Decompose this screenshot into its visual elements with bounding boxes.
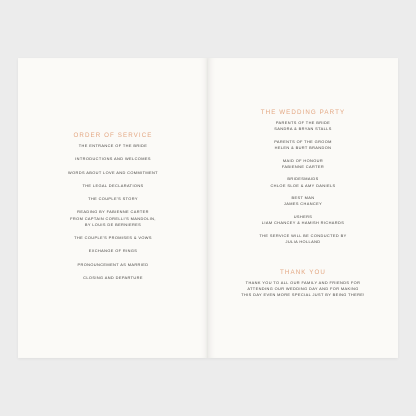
service-item-line: BY LOUIS DE BERNIERES: [84, 221, 142, 227]
wedding-party-list: [208, 120, 398, 252]
service-item-line: READING BY FABIENNE CARTER: [77, 209, 149, 215]
service-item-line: CLOSING AND DEPARTURE: [83, 275, 143, 281]
thank-you-line: ATTENDING OUR WEDDING DAY AND FOR MAKING: [247, 286, 359, 292]
party-item-line: HELEN & BURT BRANDON: [274, 145, 332, 150]
service-item-line: THE LEGAL DECLARATIONS: [82, 182, 144, 188]
service-item-line: INTRODUCTIONS AND WELCOMES: [75, 156, 151, 162]
service-item: [18, 156, 208, 162]
party-item-line: JULIA HOLLAND: [285, 238, 321, 244]
party-item-line: MAID OF HONOUR: [282, 157, 324, 163]
party-item: [208, 120, 398, 132]
party-item-line: BRIDESMAIDS: [287, 176, 319, 182]
party-item-line: FABIENNE CARTER: [281, 163, 325, 169]
party-item-line: BEST MAN: [291, 195, 315, 201]
party-item-line: JAMES CHANCEY: [283, 201, 323, 207]
party-item-line: THE SERVICE WILL BE CONDUCTED BY: [259, 232, 347, 238]
service-item-line: THE COUPLE'S STORY: [88, 196, 138, 202]
party-item: [208, 195, 398, 207]
service-item: [18, 196, 208, 202]
left-page: [18, 58, 208, 358]
party-item-line: CHLOE SLOE & AMY DANIELS: [270, 182, 336, 188]
right-page: [208, 58, 398, 358]
party-item: [208, 158, 398, 170]
thank-you-line: THIS DAY EVEN MORE SPECIAL JUST BY BEING THERE!: [241, 292, 365, 298]
party-item-line: PARENTS OF THE BRIDE: [275, 120, 331, 125]
thank-you-message: [208, 280, 398, 299]
service-item-line: EXCHANGE OF RINGS: [88, 248, 138, 254]
wedding-party-heading: THE WEDDING PARTY: [260, 109, 346, 116]
thank-you-heading: THANK YOU: [280, 269, 326, 276]
party-item-line: PARENTS OF THE GROOM: [274, 138, 332, 144]
party-item: [208, 233, 398, 245]
service-item-line: WORDS ABOUT LOVE AND COMMITMENT: [68, 169, 158, 175]
party-item-line: USHERS: [293, 213, 313, 219]
party-item: [208, 176, 398, 188]
service-item: [18, 143, 208, 149]
service-item-line: PRONOUNCEMENT AS MARRIED: [77, 261, 149, 267]
party-item: [208, 139, 398, 151]
service-item: [18, 248, 208, 254]
party-item-line: SANDRA & BRYAN STALLS: [274, 126, 332, 132]
service-item-line: THE COUPLE'S PROMISES & VOWS: [74, 235, 152, 241]
service-item-line: THE ENTRANCE OF THE BRIDE: [78, 143, 148, 148]
service-item: [18, 209, 208, 228]
service-item: [18, 262, 208, 268]
service-item: [18, 235, 208, 241]
order-of-service-list: [18, 143, 208, 288]
party-item: [208, 214, 398, 226]
service-item: [18, 275, 208, 281]
thank-you-line: THANK YOU TO ALL OUR FAMILY AND FRIENDS FOR: [245, 280, 361, 285]
service-item-line: FROM CAPTAIN CORELLI'S MANDOLIN,: [70, 215, 156, 221]
service-item: [18, 170, 208, 176]
party-item-line: LIAM CHANCEY & HAMISH RICHARDS: [261, 220, 345, 226]
order-of-service-heading: ORDER OF SERVICE: [73, 132, 153, 139]
service-item: [18, 183, 208, 189]
